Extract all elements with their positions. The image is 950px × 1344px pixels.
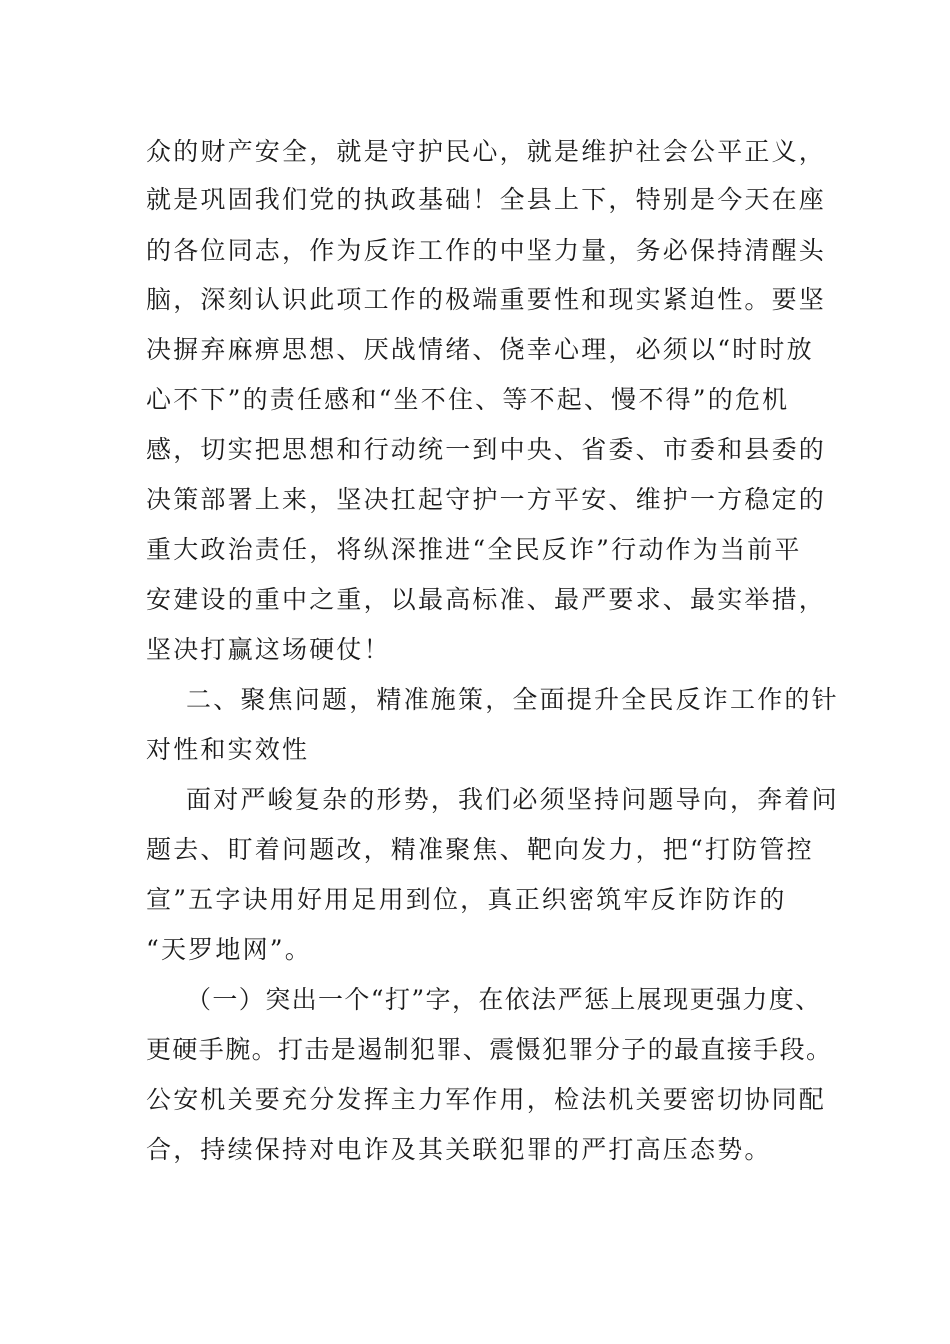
section-heading: 二、聚焦问题，精准施策，全面提升全民反诈工作的针 bbox=[186, 685, 839, 714]
text-line: 感，切实把思想和行动统一到中央、省委、市委和县委的 bbox=[146, 435, 827, 464]
text-line: 更硬手腕。打击是遏制犯罪、震慑犯罪分子的最直接手段。 bbox=[146, 1035, 833, 1064]
text-line: 的各位同志，作为反诈工作的中坚力量，务必保持清醒头 bbox=[146, 236, 827, 265]
text-line: “天罗地网”。 bbox=[146, 935, 312, 964]
text-line: 题去、盯着问题改，精准聚焦、靶向发力，把“打防管控 bbox=[146, 835, 814, 864]
text-line: 宣”五字诀用好用足用到位，真正织密筑牢反诈防诈的 bbox=[146, 885, 787, 914]
text-line: 面对严峻复杂的形势，我们必须坚持问题导向，奔着问 bbox=[186, 785, 839, 814]
text-line: 决摒弃麻痹思想、厌战情绪、侥幸心理，必须以“时时放 bbox=[146, 335, 814, 364]
text-line: 众的财产安全，就是守护民心，就是维护社会公平正义， bbox=[146, 137, 827, 166]
text-line: 脑，深刻认识此项工作的极端重要性和现实紧迫性。要坚 bbox=[146, 285, 827, 314]
text-line: 合，持续保持对电诈及其关联犯罪的严打高压态势。 bbox=[146, 1135, 772, 1164]
text-line: 重大政治责任，将纵深推进“全民反诈”行动作为当前平 bbox=[146, 535, 802, 564]
text-line: 公安机关要充分发挥主力军作用，检法机关要密切协同配 bbox=[146, 1085, 827, 1114]
text-line: 坚决打赢这场硬仗！ bbox=[146, 635, 391, 664]
text-line: 安建设的重中之重，以最高标准、最严要求、最实举措， bbox=[146, 585, 827, 614]
text-line: 就是巩固我们党的执政基础！全县上下，特别是今天在座 bbox=[146, 185, 827, 214]
subsection-heading: （一）突出一个“打”字，在依法严惩上展现更强力度、 bbox=[186, 985, 822, 1014]
text-line: 心不下”的责任感和“坐不住、等不起、慢不得”的危机 bbox=[146, 385, 790, 414]
section-heading-continued: 对性和实效性 bbox=[146, 735, 310, 764]
text-line: 决策部署上来，坚决扛起守护一方平安、维护一方稳定的 bbox=[146, 485, 827, 514]
